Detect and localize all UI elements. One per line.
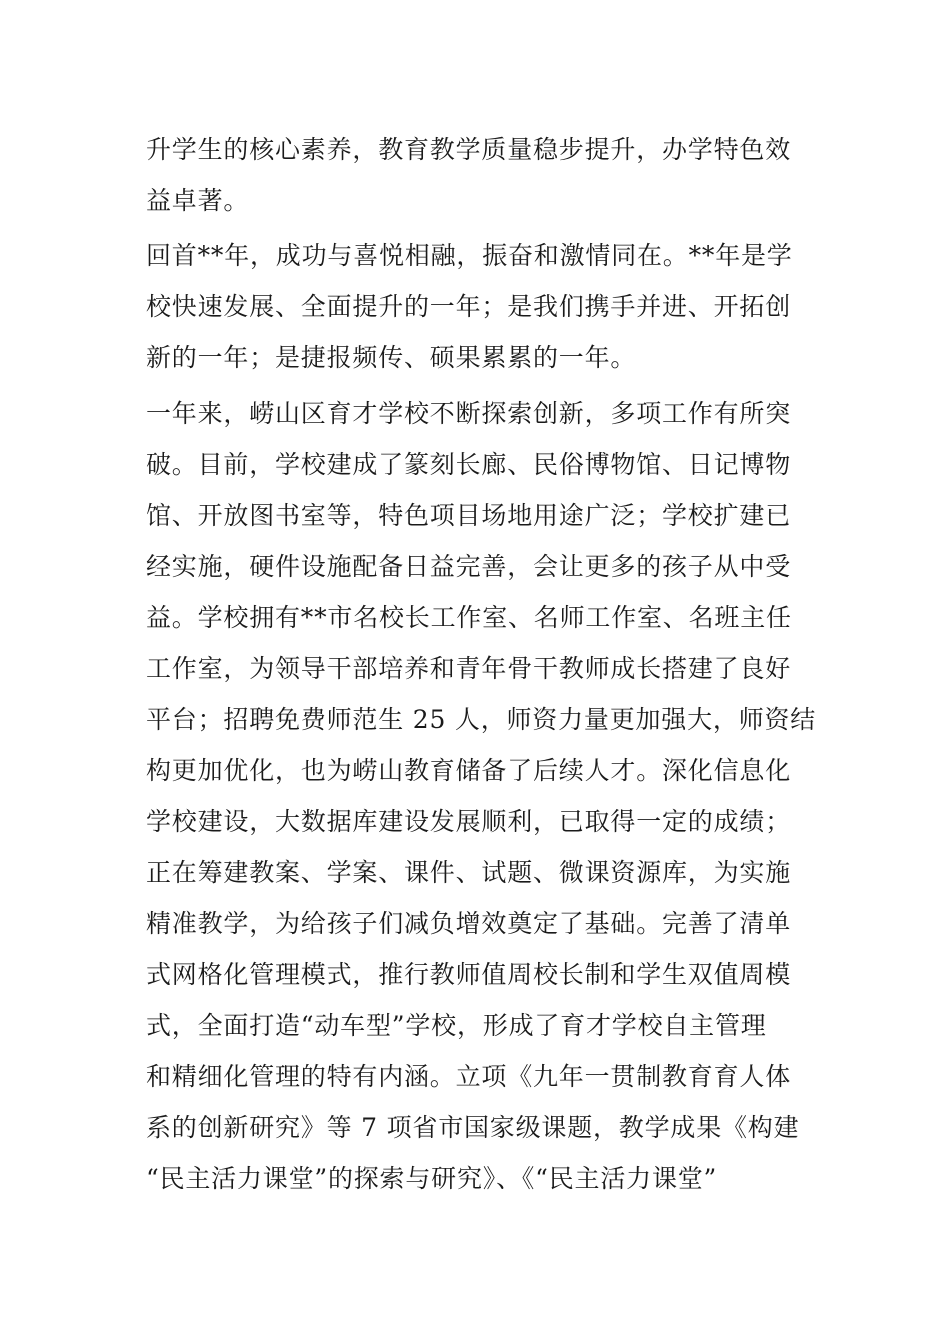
text-line: 式网格化管理模式，推行教师值周校长制和学生双值周模 <box>146 960 792 989</box>
text-line: 校快速发展、全面提升的一年；是我们携手并进、开拓创 <box>146 292 792 321</box>
text-line: 益。学校拥有**市名校长工作室、名师工作室、名班主任 <box>146 603 792 632</box>
text-line: 平台；招聘免费师范生 25 人，师资力量更加强大，师资结 <box>146 705 817 734</box>
text-line: 升学生的核心素养，教育教学质量稳步提升，办学特色效 <box>146 135 792 164</box>
text-line: 学校建设，大数据库建设发展顺利，已取得一定的成绩； <box>146 807 792 836</box>
text-line: 一年来，崂山区育才学校不断探索创新，多项工作有所突 <box>146 399 792 428</box>
text-line: 破。目前，学校建成了篆刻长廊、民俗博物馆、日记博物 <box>146 450 792 479</box>
paragraph-3 <box>146 388 816 1204</box>
paragraph-1 <box>146 124 791 226</box>
text-line: 回首**年，成功与喜悦相融，振奋和激情同在。**年是学 <box>146 241 793 270</box>
text-line: 馆、开放图书室等，特色项目场地用途广泛；学校扩建已 <box>146 501 792 530</box>
text-line: 构更加优化，也为崂山教育储备了后续人才。深化信息化 <box>146 756 792 785</box>
paragraph-2 <box>146 230 793 383</box>
text-line: 益卓著。 <box>146 186 250 215</box>
text-line: 系的创新研究》等 7 项省市国家级课题，教学成果《构建 <box>146 1113 800 1142</box>
text-line: 正在筹建教案、学案、课件、试题、微课资源库，为实施 <box>146 858 792 887</box>
text-line: 经实施，硬件设施配备日益完善，会让更多的孩子从中受 <box>146 552 792 581</box>
text-line: 式，全面打造“动车型”学校，形成了育才学校自主管理 <box>146 1011 767 1040</box>
text-line: “民主活力课堂”的探索与研究》、《“民主活力课堂” <box>146 1164 718 1193</box>
text-line: 新的一年；是捷报频传、硕果累累的一年。 <box>146 343 637 372</box>
text-line: 精准教学，为给孩子们减负增效奠定了基础。完善了清单 <box>146 909 792 938</box>
text-line: 和精细化管理的特有内涵。立项《九年一贯制教育育人体 <box>146 1062 792 1091</box>
text-line: 工作室，为领导干部培养和青年骨干教师成长搭建了良好 <box>146 654 792 683</box>
